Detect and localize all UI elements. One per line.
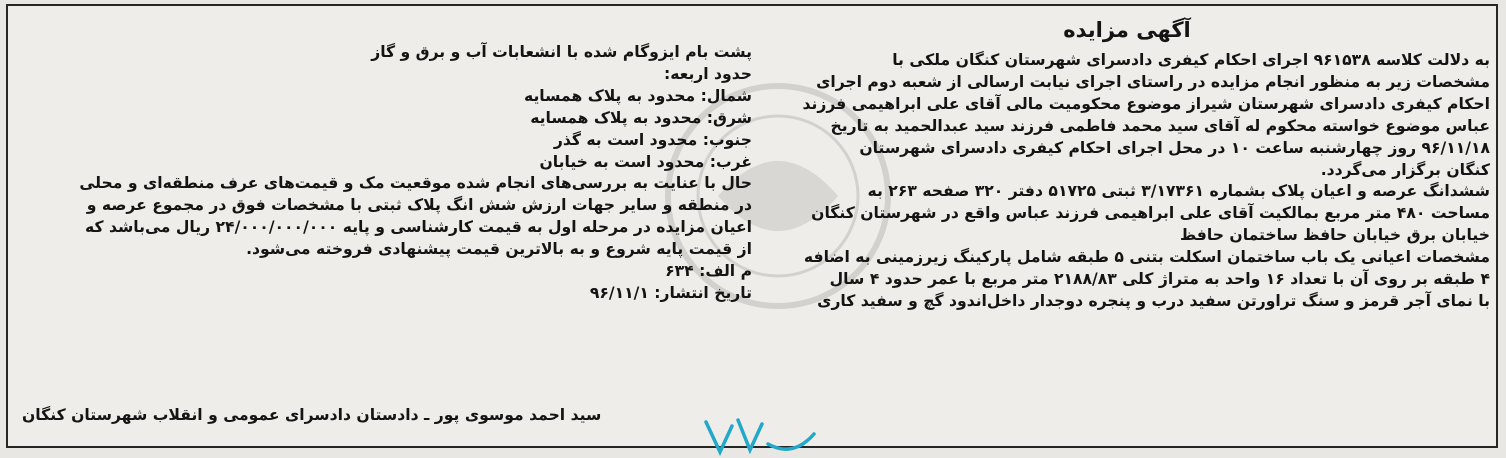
- text-line: مشخصات زیر به منظور انجام مزایده در راستای اجرای نیابت ارسالی از شعبه دوم اجرای: [816, 72, 1490, 91]
- text-line: مشخصات اعیانی یک باب ساختمان اسکلت بتنی ۵ طبقه شامل پارکینگ زیرزمینی به اضافه: [803, 248, 1490, 267]
- text-line: خیابان برق خیابان حافظ ساختمان حافظ: [1179, 226, 1490, 245]
- text-line: شرق: محدود به پلاک همسایه: [530, 108, 752, 127]
- text-line: از قیمت پایه شروع و به بالاترین قیمت پیشنهادی فروخته می‌شود.: [246, 240, 752, 259]
- text-line: ۹۶/۱۱/۱۸ روز چهارشنبه ساعت ۱۰ در محل اجرای احکام کیفری دادسرای شهرستان: [859, 138, 1490, 157]
- text-line: ششدانگ عرصه و اعیان پلاک بشماره ۳/۱۷۳۶۱ ثبتی ۵۱۷۲۵ دفتر ۳۲۰ صفحه ۲۶۳ به: [867, 182, 1490, 201]
- right-column: [764, 16, 1490, 313]
- text-line: حال با عنایت به بررسی‌های انجام شده موقعیت مک و قیمت‌های عرف منطقه‌ای و محلی: [79, 174, 752, 193]
- paragraph-2: [764, 181, 1490, 247]
- text-line: ۴ طبقه بر روی آن با تعداد ۱۶ واحد به متراژ کلی ۲۱۸۸/۸۳ متر مربع با عمر حدود ۴ سال: [829, 270, 1490, 289]
- text-line: شمال: محدود به پلاک همسایه: [524, 86, 752, 105]
- paragraph-3: [764, 247, 1490, 313]
- signature: سید احمد موسوی پور ـ دادستان دادسرای عمومی و انقلاب شهرستان کنگان: [22, 406, 602, 424]
- text-line: با نمای آجر قرمز و سنگ تراورتن سفید درب و پنجره دوجدار داخل‌اندود گچ و سفید کاری: [817, 291, 1490, 310]
- text-line: جنوب: محدود است به گذر: [553, 130, 752, 149]
- notice-title: آگهی مزایده: [1063, 18, 1191, 42]
- text-line: اعیان مزایده در مرحله اول به قیمت کارشناسی و پایه ۲۴/۰۰۰/۰۰۰/۰۰۰ ریال می‌باشد که: [85, 218, 752, 237]
- paragraph-1: [764, 50, 1490, 181]
- text-line: به دلالت کلاسه ۹۶۱۵۳۸ اجرای احکام کیفری دادسرای شهرستان کنگان ملکی با: [892, 51, 1490, 69]
- text-line: کنگان برگزار می‌گردد.: [1320, 160, 1490, 179]
- text-line: مساحت ۴۸۰ متر مربع بمالکیت آقای علی ابراهیمی فرزند عباس واقع در شهرستان کنگان: [811, 204, 1490, 223]
- text-line: تاریخ انتشار: ۹۶/۱۱/۱: [589, 283, 752, 302]
- left-column: [14, 42, 752, 305]
- auction-notice: [6, 4, 1498, 448]
- text-line: پشت بام ایزوگام شده با انشعابات آب و برق و گاز: [371, 43, 752, 61]
- handwritten-mark: [698, 414, 818, 458]
- text-line: عباس موضوع خواسته محکوم له آقای سید محمد فاطمی فرزند سید عبدالحمید به تاریخ: [830, 116, 1490, 135]
- text-line: م الف: ۶۳۴: [665, 262, 752, 281]
- text-line: احکام کیفری دادسرای شهرستان شیراز موضوع محکومیت مالی آقای علی ابراهیمی فرزند: [802, 94, 1490, 113]
- text-line: حدود اربعه:: [663, 64, 752, 83]
- text-line: در منطقه و سایر جهات ارزش شش انگ پلاک ثبتی با مشخصات فوق در مجموع عرصه و: [86, 196, 752, 215]
- text-line: غرب: محدود است به خیابان: [539, 152, 752, 171]
